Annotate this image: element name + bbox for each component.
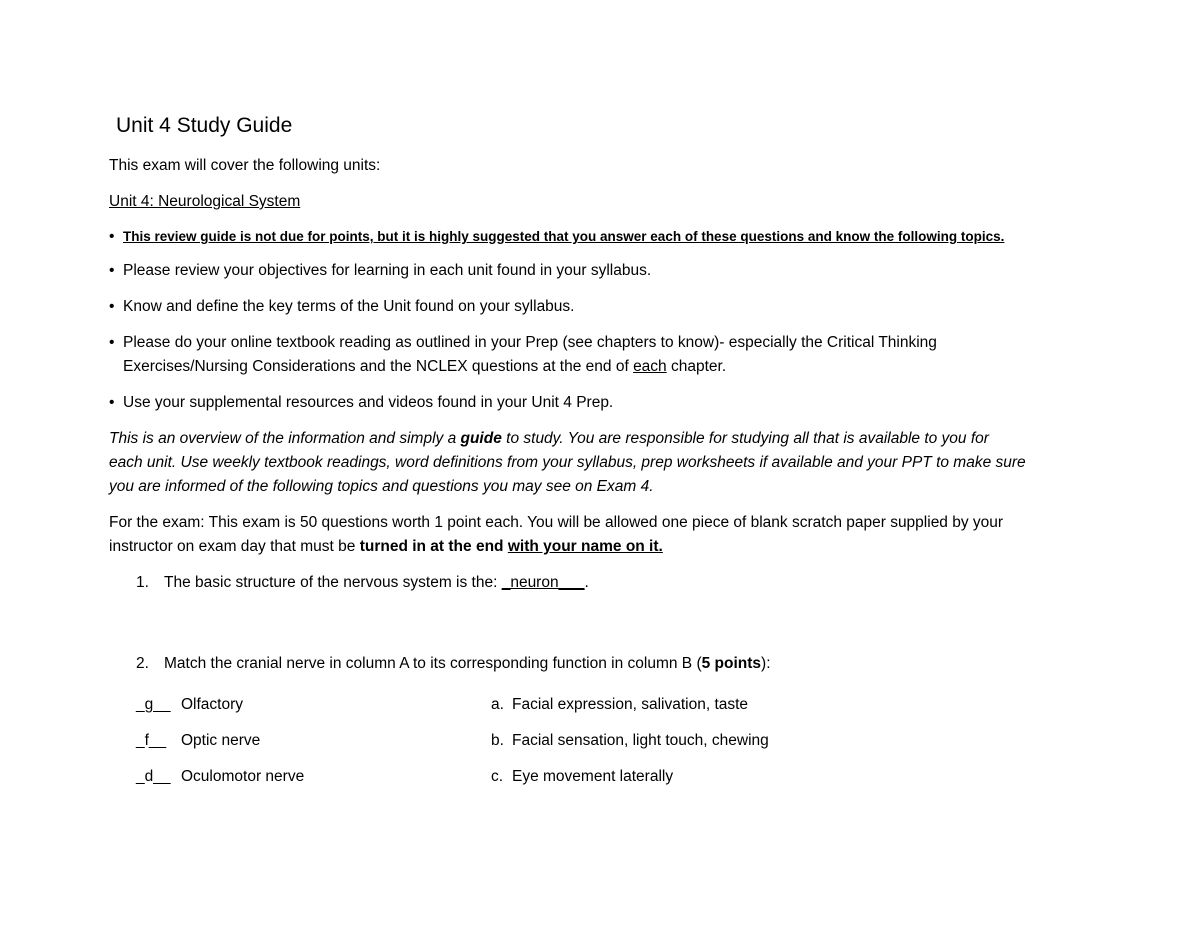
- emphasis-each: each: [633, 358, 667, 375]
- overview-guide: guide: [460, 430, 502, 447]
- match-a-item: [136, 769, 304, 785]
- bullet-item: [109, 395, 613, 411]
- match-a-item: [136, 733, 260, 749]
- bullet-icon: •: [109, 228, 115, 245]
- bullet-text: Please do your online textbook reading as outlined in your Prep (see chapters to know)- especially the Critical Thinking: [123, 334, 937, 351]
- exam-info-bold-underlined: with your name on it.: [507, 538, 663, 555]
- match-function: Facial expression, salivation, taste: [512, 696, 749, 713]
- page-title: Unit 4 Study Guide: [116, 114, 293, 137]
- bullet-text: Exercises/Nursing Considerations and the NCLEX questions at the end of: [123, 358, 634, 375]
- match-function: Eye movement laterally: [512, 768, 674, 785]
- bullet-icon: •: [109, 262, 115, 279]
- match-b-item: [491, 697, 748, 713]
- match-blank: _d__: [136, 768, 171, 785]
- question-text-end: ):: [761, 655, 771, 672]
- overview-line: [109, 431, 989, 447]
- exam-info-line: For the exam: This exam is 50 questions worth 1 point each. You will be allowed one piece of blank scratch paper supplied by your: [109, 514, 1004, 531]
- match-label: Optic nerve: [181, 732, 261, 749]
- bullet-item: [109, 335, 937, 351]
- exam-info-bold: turned in at the end: [359, 538, 508, 555]
- match-a-item: [136, 697, 243, 713]
- match-b-item: [491, 769, 673, 785]
- question-text: The basic structure of the nervous system is the:: [164, 574, 502, 591]
- match-label: Oculomotor nerve: [181, 768, 305, 785]
- exam-info-text: instructor on exam day that must be: [109, 538, 360, 555]
- bullet-continuation: [123, 359, 726, 375]
- match-letter: a.: [491, 696, 504, 713]
- question-number: 1.: [136, 574, 149, 591]
- overview-line: you are informed of the following topics and questions you may see on Exam 4.: [109, 478, 654, 495]
- overview-line: each unit. Use weekly textbook readings, word definitions from your syllabus, prep worksheets if available and your PPT to make sure: [109, 454, 1026, 471]
- bullet-item: [109, 229, 1004, 245]
- match-blank: _g__: [136, 696, 171, 713]
- exam-info-line: [109, 539, 663, 555]
- bullet-text: Please review your objectives for learning in each unit found in your syllabus.: [123, 262, 652, 279]
- match-letter: c.: [491, 768, 504, 785]
- match-label: Olfactory: [181, 696, 244, 713]
- intro-text: This exam will cover the following units:: [109, 157, 381, 174]
- question-text: Match the cranial nerve in column A to its corresponding function in column B (: [164, 655, 702, 672]
- bullet-text: This review guide is not due for points, but it is highly suggested that you answer each of these questions and know the following topics.: [123, 229, 1005, 244]
- bullet-item: [109, 299, 574, 315]
- match-blank: _f__: [136, 732, 167, 749]
- question-number: 2.: [136, 655, 149, 672]
- bullet-text: Use your supplemental resources and videos found in your Unit 4 Prep.: [123, 394, 614, 411]
- bullet-icon: •: [109, 334, 115, 351]
- bullet-text: chapter.: [666, 358, 727, 375]
- question-2: [136, 656, 771, 672]
- question-points: 5 points: [701, 655, 762, 672]
- overview-text: This is an overview of the information and simply a: [109, 430, 461, 447]
- match-b-item: [491, 733, 769, 749]
- question-text-end: .: [584, 574, 589, 591]
- bullet-icon: •: [109, 394, 115, 411]
- unit-heading: Unit 4: Neurological System: [109, 193, 301, 210]
- match-letter: b.: [491, 732, 504, 749]
- bullet-item: [109, 263, 651, 279]
- overview-text: to study. You are responsible for studying all that is available to you for: [501, 430, 989, 447]
- question-answer: _neuron___: [501, 574, 585, 591]
- match-function: Facial sensation, light touch, chewing: [512, 732, 769, 749]
- question-1: [136, 575, 589, 591]
- bullet-text: Know and define the key terms of the Unit found on your syllabus.: [123, 298, 575, 315]
- bullet-icon: •: [109, 298, 115, 315]
